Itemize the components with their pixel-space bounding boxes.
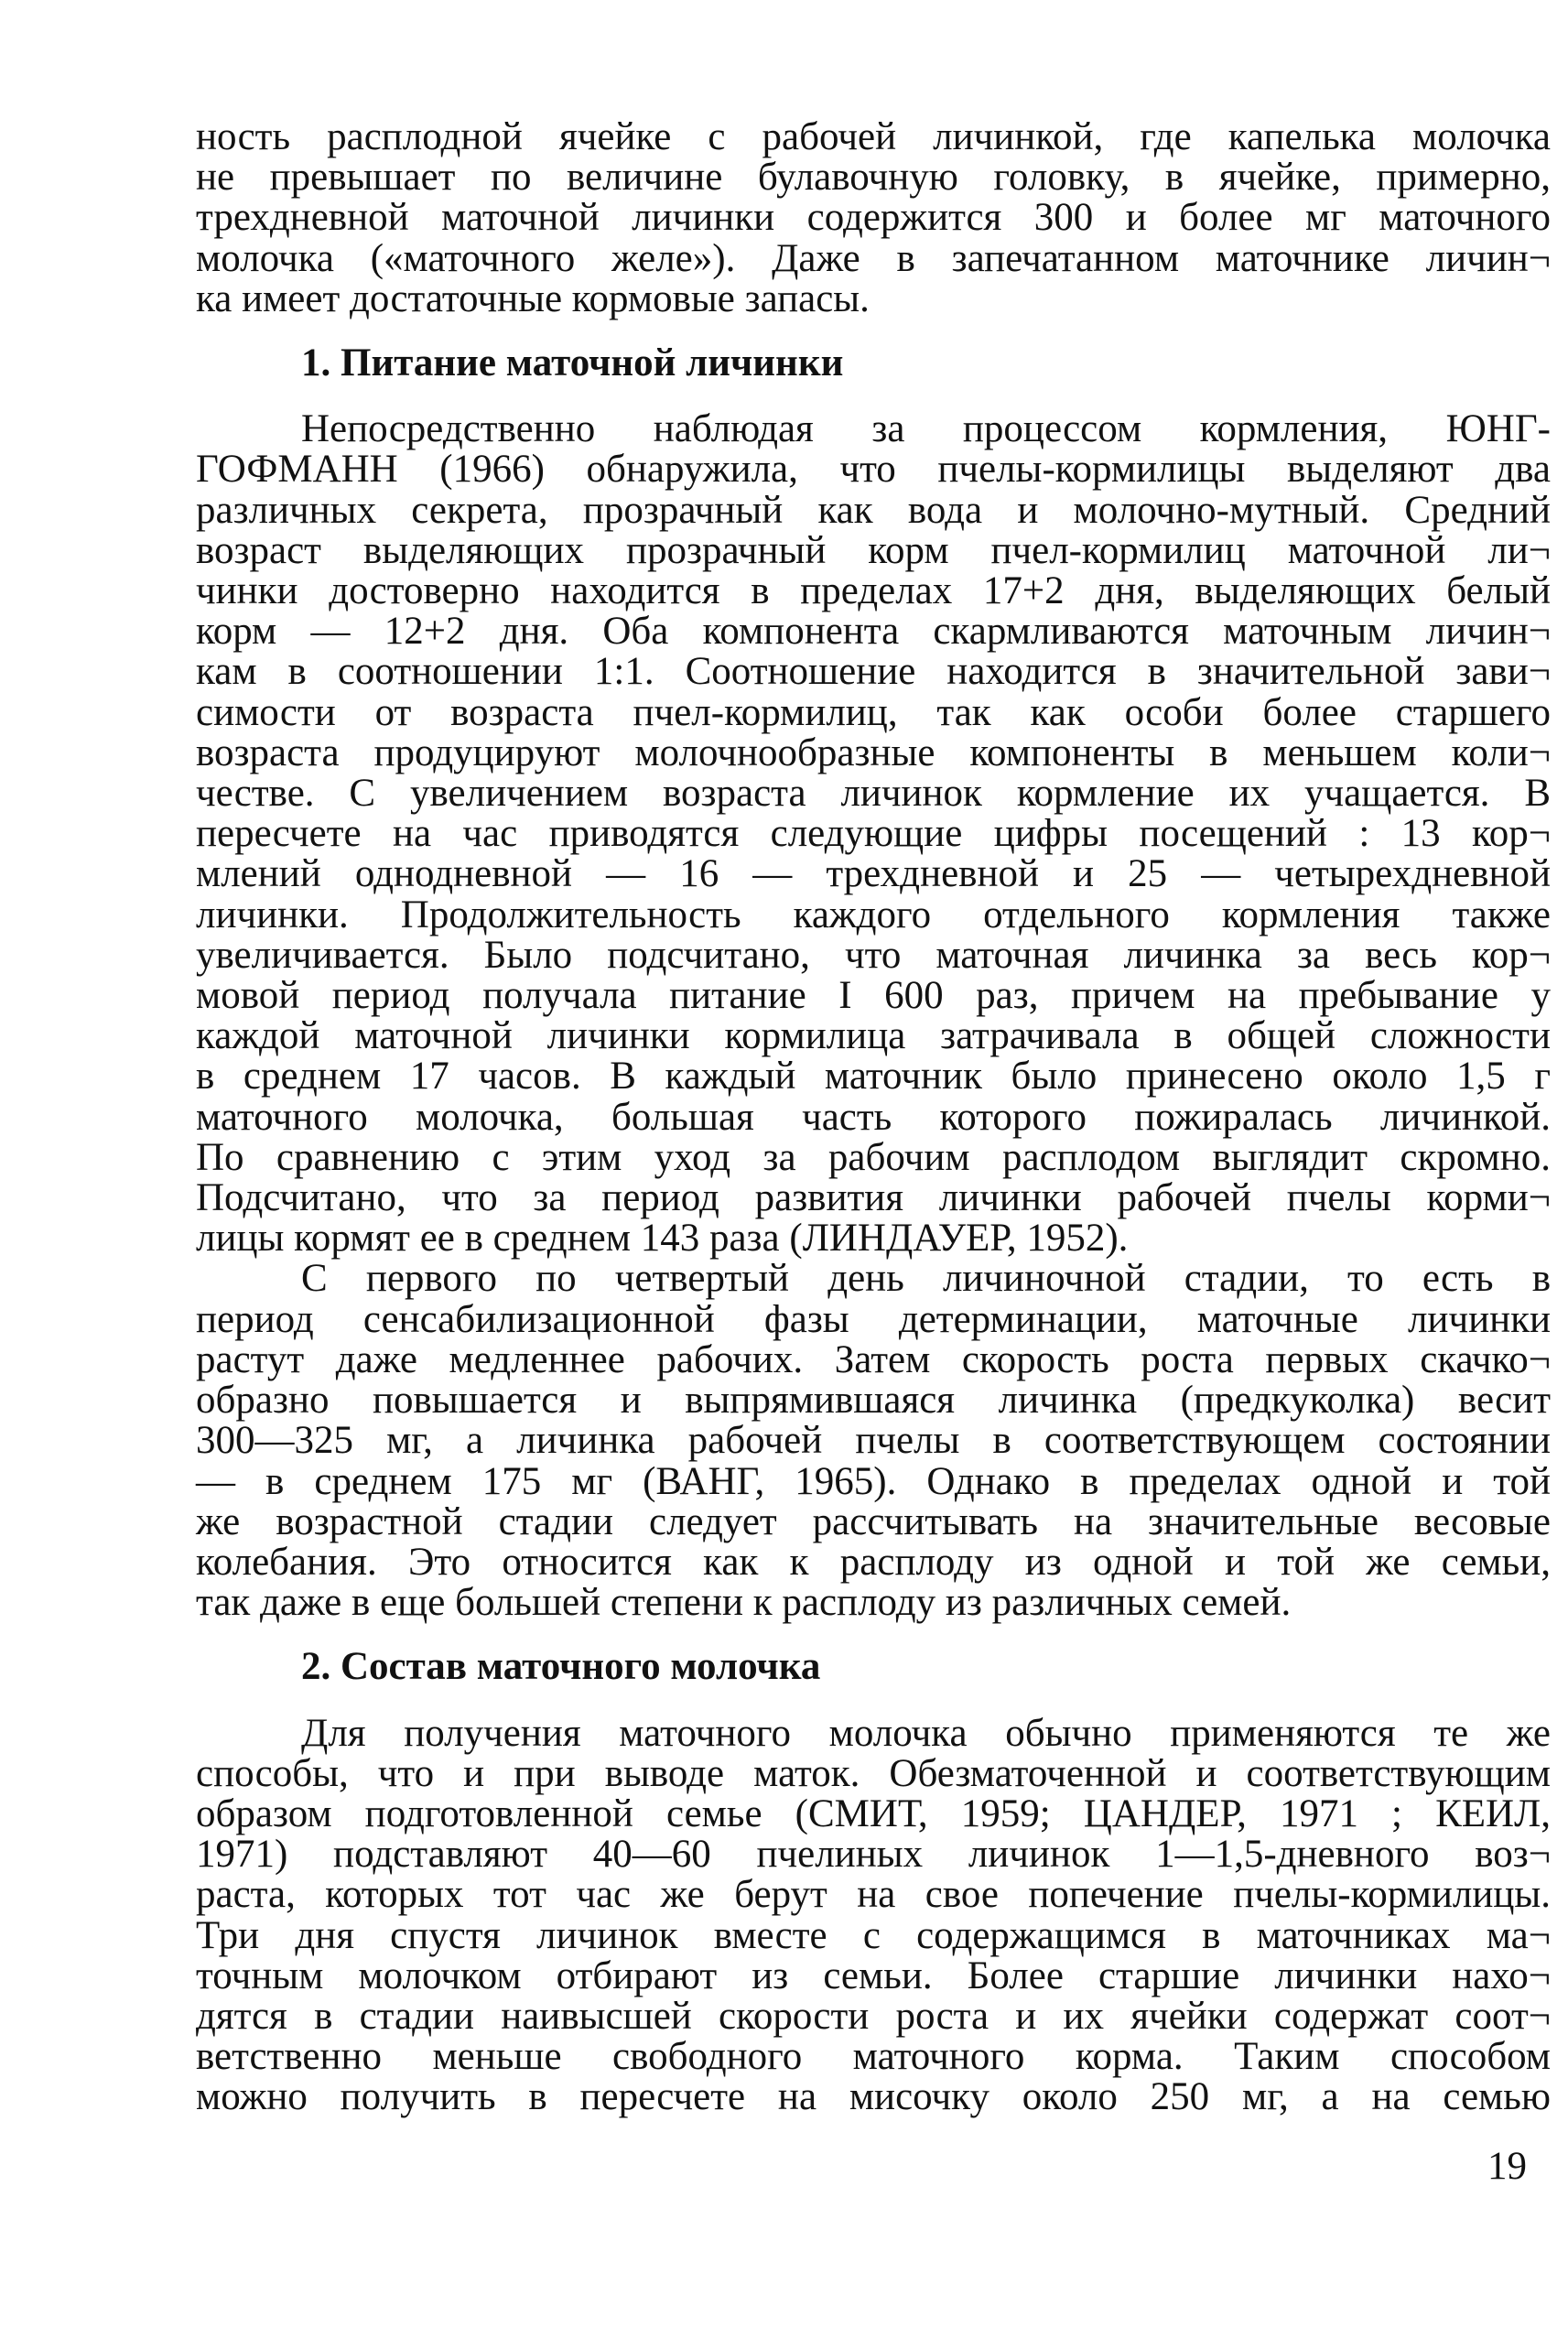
text-line: колебания. Это относится как к расплоду из одной и той же семьи, — [196, 1540, 1551, 1584]
text-line: чинки достоверно находится в пределах 17+2 дня, выделяющих белый — [196, 569, 1551, 613]
text-line: способы, что и при выводе маток. Обезматоченной и соответствующим — [196, 1751, 1551, 1795]
section-1-paragraph-1 — [196, 409, 1551, 1259]
text-line: увеличивается. Было подсчитано, что маточная личинка за весь кор¬ — [196, 933, 1551, 977]
text-line: в среднем 17 часов. В каждый маточник было принесено около 1,5 г — [196, 1055, 1551, 1099]
page-body — [196, 117, 1551, 2118]
text-line: ГОФМАНН (1966) обнаружила, что пчелы-кормилицы выделяют два — [196, 448, 1551, 492]
text-line: можно получить в пересчете на мисочку около 250 мг, а на семью — [196, 2075, 1551, 2119]
text-line: Непосредственно наблюдая за процессом кормления, ЮНГ- — [301, 407, 1551, 451]
text-line: образом подготовленной семье (СМИТ, 1959; ЦАНДЕР, 1971 ; КЕИЛ, — [196, 1791, 1551, 1835]
text-line: личинки. Продолжительность каждого отдельного кормления также — [196, 893, 1551, 936]
section-2-paragraph-1 — [196, 1711, 1551, 2119]
text-line: Подсчитано, что за период развития личинки рабочей пчелы корми¬ — [196, 1176, 1551, 1220]
text-line: 300—325 мг, а личинка рабочей пчелы в соответствующем состоянии — [196, 1419, 1551, 1463]
text-line: раста, которых тот час же берут на свое попечение пчелы-кормилицы. — [196, 1873, 1551, 1917]
text-line: ветственно меньше свободного маточного корма. Таким способом — [196, 2035, 1551, 2079]
page-number: 19 — [1487, 2145, 1527, 2188]
text-line: — в среднем 175 мг (ВАНГ, 1965). Однако в пределах одной и той — [196, 1459, 1551, 1503]
text-line: так даже в еще большей степени к расплоду из различных семей. — [196, 1581, 1292, 1625]
text-line: не превышает по величине булавочную головку, в ячейке, примерно, — [196, 156, 1551, 200]
text-line: каждой маточной личинки кормилица затрачивала в общей сложности — [196, 1014, 1551, 1058]
text-line: период сенсабилизационной фазы детерминации, маточные личинки — [196, 1297, 1551, 1341]
text-line: Три дня спустя личинок вместе с содержащимся в маточниках ма¬ — [196, 1913, 1551, 1957]
text-line: трехдневной маточной личинки содержится 300 и более мг маточного — [196, 196, 1551, 240]
text-line: дятся в стадии наивысшей скорости роста и их ячейки содержат соот¬ — [196, 1994, 1551, 2038]
text-line: ка имеет достаточные кормовые запасы. — [196, 276, 870, 320]
text-line: растут даже медленнее рабочих. Затем скорость роста первых скачко¬ — [196, 1337, 1551, 1381]
text-line: образно повышается и выпрямившаяся личинка (предкуколка) весит — [196, 1379, 1551, 1423]
text-line: различных секрета, прозрачный как вода и молочно-мутный. Средний — [196, 488, 1551, 532]
text-line: С первого по четвертый день личиночной стадии, то есть в — [301, 1257, 1551, 1301]
text-line: симости от возраста пчел-кормилиц, так как особи более старшего — [196, 690, 1551, 734]
text-line: честве. С увеличением возраста личинок кормление их учащается. В — [196, 772, 1551, 816]
section-2-heading: 2. Состав маточного молочка — [301, 1645, 821, 1689]
text-line: мовой период получала питание I 600 раз, причем на пребывание у — [196, 974, 1551, 1018]
text-line: млений однодневной — 16 — трехдневной и 25 — четырехдневной — [196, 852, 1551, 896]
text-line: По сравнению с этим уход за рабочим расплодом выглядит скромно. — [196, 1135, 1551, 1179]
section-1-heading: 1. Питание маточной личинки — [301, 341, 844, 385]
text-line: пересчете на час приводятся следующие цифры посещений : 13 кор¬ — [196, 812, 1551, 856]
text-line: молочка («маточного желе»). Даже в запечатанном маточнике личин¬ — [196, 236, 1551, 280]
text-line: корм — 12+2 дня. Оба компонента скармливаются маточным личин¬ — [196, 610, 1551, 654]
text-line: возраста продуцируют молочнообразные компоненты в меньшем коли¬ — [196, 731, 1551, 774]
text-line: лицы кормят ее в среднем 143 раза (ЛИНДАУЕР, 1952). — [196, 1217, 1129, 1261]
text-line: Для получения маточного молочка обычно применяются те же — [301, 1711, 1551, 1755]
intro-paragraph — [196, 117, 1551, 319]
text-line: маточного молочка, большая часть которого пожиралась личинкой. — [196, 1095, 1551, 1139]
text-line: кам в соотношении 1:1. Соотношение находится в значительной зави¬ — [196, 650, 1551, 694]
text-line: возраст выделяющих прозрачный корм пчел-кормилиц маточной ли¬ — [196, 528, 1551, 572]
text-line: же возрастной стадии следует рассчитывать на значительные весовые — [196, 1499, 1551, 1543]
text-line: 1971) подставляют 40—60 пчелиных личинок 1—1,5-дневного воз¬ — [196, 1833, 1551, 1877]
section-1-paragraph-2 — [196, 1259, 1551, 1623]
text-line: ность расплодной ячейке с рабочей личинкой, где капелька молочка — [196, 115, 1551, 158]
text-line: точным молочком отбирают из семьи. Более старшие личинки нахо¬ — [196, 1954, 1551, 1997]
